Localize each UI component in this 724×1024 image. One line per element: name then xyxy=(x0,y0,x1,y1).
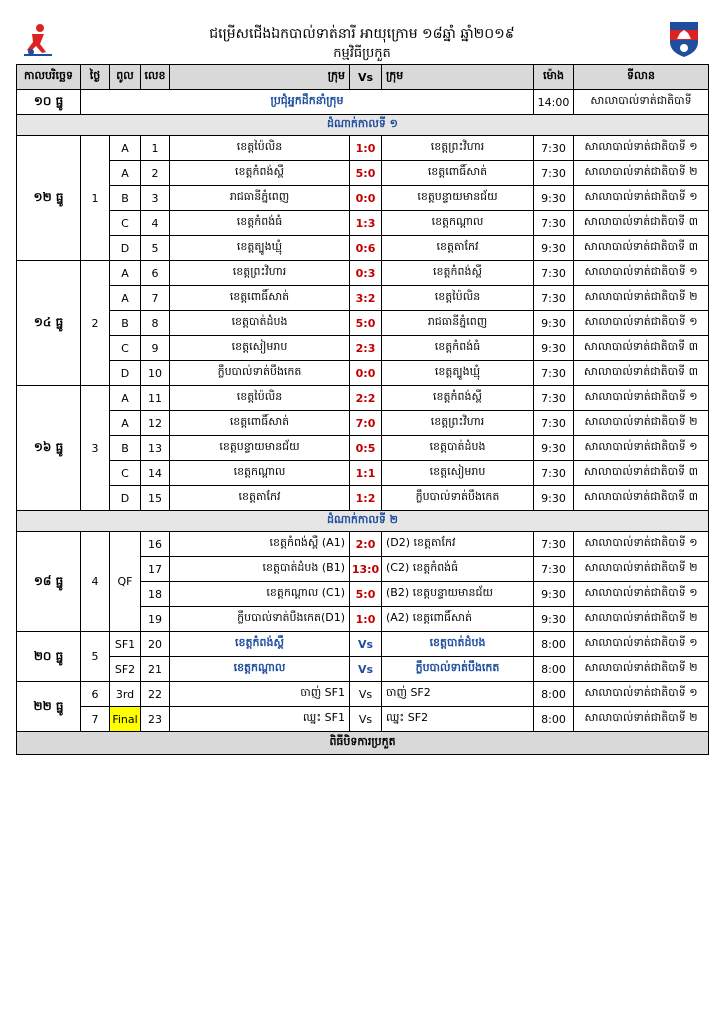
home-team: ខេត្តកំពង់ស្ពឺ xyxy=(170,161,350,186)
match-venue: សាលាបាល់ទាត់ជាតិបាទី ២ xyxy=(574,286,709,311)
away-team: ខេត្តបាត់ដំបង xyxy=(382,436,534,461)
match-score: 2:0 xyxy=(350,532,382,557)
match-score: 5:0 xyxy=(350,582,382,607)
document-title: ជម្រើសជើងឯកបាល់ទាត់នារី អាយុក្រោម ១៨ឆ្នាំ ឆ្នាំ២០១៩ xyxy=(209,26,515,42)
home-team: ខេត្តសៀមរាប xyxy=(170,336,350,361)
home-team: ក្លឹបបាល់ទាត់បឹងកេត xyxy=(170,361,350,386)
match-pool: A xyxy=(110,286,141,311)
match-time: 7:30 xyxy=(534,211,574,236)
match-venue: សាលាបាល់ទាត់ជាតិបាទី ១ xyxy=(574,311,709,336)
match-number: 21 xyxy=(141,657,170,682)
match-number: 10 xyxy=(141,361,170,386)
match-vs: Vs xyxy=(350,632,382,657)
meeting-date: ១០ ធ្នូ xyxy=(17,90,81,115)
col-venue: ទីលាន xyxy=(574,65,709,90)
final-match-row xyxy=(17,682,709,707)
header-row xyxy=(17,65,709,90)
sf-match-row xyxy=(17,657,709,682)
col-pool: ពូល xyxy=(110,65,141,90)
match-number: 14 xyxy=(141,461,170,486)
match-score: 3:2 xyxy=(350,286,382,311)
away-team: ខេត្តព្រះវិហារ xyxy=(382,136,534,161)
match-pool: 3rd xyxy=(110,682,141,707)
away-team: ខេត្តប៉ៃលិន xyxy=(382,286,534,311)
document-subtitle: កម្មវិធីប្រកួត xyxy=(333,46,391,61)
match-pool: Final xyxy=(110,707,141,732)
match-day: 3 xyxy=(81,386,110,511)
match-row xyxy=(17,261,709,286)
match-time: 9:30 xyxy=(534,582,574,607)
match-number: 11 xyxy=(141,386,170,411)
home-team: ខេត្តតាកែវ xyxy=(170,486,350,511)
stage-2-label: ដំណាក់កាលទី ២ xyxy=(17,511,709,532)
match-time: 7:30 xyxy=(534,286,574,311)
home-team: ខេត្តប៉ៃលិន xyxy=(170,136,350,161)
match-number: 23 xyxy=(141,707,170,732)
match-pool: A xyxy=(110,161,141,186)
match-day: 1 xyxy=(81,136,110,261)
match-date: ១២ ធ្នូ xyxy=(17,136,81,261)
match-pool: A xyxy=(110,386,141,411)
match-venue: សាលាបាល់ទាត់ជាតិបាទី ១ xyxy=(574,261,709,286)
final-match-row xyxy=(17,707,709,732)
away-team: ឈ្នះ SF2 xyxy=(382,707,534,732)
match-time: 7:30 xyxy=(534,136,574,161)
away-team: ខេត្តបាត់ដំបង xyxy=(382,632,534,657)
home-team: ខេត្តពោធិ៍សាត់ xyxy=(170,286,350,311)
home-team: ខេត្តបាត់ដំបង (B1) xyxy=(170,557,350,582)
match-time: 9:30 xyxy=(534,186,574,211)
away-team: ក្លឹបបាល់ទាត់បឹងកេត xyxy=(382,486,534,511)
match-time: 9:30 xyxy=(534,336,574,361)
match-score: 0:0 xyxy=(350,186,382,211)
match-row xyxy=(17,336,709,361)
home-team: ខេត្តបន្ទាយមានជ័យ xyxy=(170,436,350,461)
match-time: 7:30 xyxy=(534,461,574,486)
match-number: 4 xyxy=(141,211,170,236)
match-day: 2 xyxy=(81,261,110,386)
home-team: ខេត្តត្បូងឃ្មុំ xyxy=(170,236,350,261)
match-time: 7:30 xyxy=(534,532,574,557)
match-score: 1:2 xyxy=(350,486,382,511)
stage-1-row xyxy=(17,115,709,136)
match-time: 7:30 xyxy=(534,557,574,582)
match-venue: សាលាបាល់ទាត់ជាតិបាទី ៣ xyxy=(574,361,709,386)
col-team-away: ក្រុម xyxy=(382,65,534,90)
match-date: ២២ ធ្នូ xyxy=(17,682,81,732)
match-score: 0:6 xyxy=(350,236,382,261)
match-row xyxy=(17,436,709,461)
meeting-time: 14:00 xyxy=(534,90,574,115)
match-time: 7:30 xyxy=(534,261,574,286)
match-score: 1:3 xyxy=(350,211,382,236)
away-team: ខេត្តត្បូងឃ្មុំ xyxy=(382,361,534,386)
match-number: 3 xyxy=(141,186,170,211)
match-score: 1:0 xyxy=(350,136,382,161)
away-team: ខេត្តពោធិ៍សាត់ xyxy=(382,161,534,186)
match-venue: សាលាបាល់ទាត់ជាតិបាទី ១ xyxy=(574,632,709,657)
match-number: 13 xyxy=(141,436,170,461)
col-date: កាលបរិច្ឆេទ xyxy=(17,65,81,90)
match-row xyxy=(17,461,709,486)
match-row xyxy=(17,411,709,436)
away-team: ខេត្តសៀមរាប xyxy=(382,461,534,486)
meeting-venue: សាលាបាល់ទាត់ជាតិបាទី xyxy=(574,90,709,115)
match-date: ១៦ ធ្នូ xyxy=(17,386,81,511)
match-row xyxy=(17,361,709,386)
match-time: 8:00 xyxy=(534,707,574,732)
match-time: 9:30 xyxy=(534,436,574,461)
stage-2-row xyxy=(17,511,709,532)
away-team: ខេត្តកណ្ដាល xyxy=(382,211,534,236)
col-time: ម៉ោង xyxy=(534,65,574,90)
match-number: 5 xyxy=(141,236,170,261)
match-row xyxy=(17,386,709,411)
match-score: 7:0 xyxy=(350,411,382,436)
away-team: (C2) ខេត្តកំពង់ធំ xyxy=(382,557,534,582)
match-pool: A xyxy=(110,261,141,286)
match-number: 15 xyxy=(141,486,170,511)
match-time: 8:00 xyxy=(534,682,574,707)
match-score: 13:0 xyxy=(350,557,382,582)
match-venue: សាលាបាល់ទាត់ជាតិបាទី ២ xyxy=(574,411,709,436)
match-score: 0:0 xyxy=(350,361,382,386)
match-row xyxy=(17,311,709,336)
home-team: ខេត្តកំពង់ធំ xyxy=(170,211,350,236)
match-number: 9 xyxy=(141,336,170,361)
match-time: 7:30 xyxy=(534,386,574,411)
match-score: 5:0 xyxy=(350,311,382,336)
match-number: 17 xyxy=(141,557,170,582)
match-venue: សាលាបាល់ទាត់ជាតិបាទី ២ xyxy=(574,657,709,682)
match-time: 9:30 xyxy=(534,311,574,336)
match-date: ១៤ ធ្នូ xyxy=(17,261,81,386)
match-time: 9:30 xyxy=(534,236,574,261)
match-venue: សាលាបាល់ទាត់ជាតិបាទី ៣ xyxy=(574,211,709,236)
match-venue: សាលាបាល់ទាត់ជាតិបាទី ៣ xyxy=(574,486,709,511)
match-venue: សាលាបាល់ទាត់ជាតិបាទី ១ xyxy=(574,532,709,557)
match-pool: D xyxy=(110,486,141,511)
away-team: ខេត្តបន្ទាយមានជ័យ xyxy=(382,186,534,211)
match-time: 8:00 xyxy=(534,657,574,682)
match-day: 5 xyxy=(81,632,110,682)
match-time: 7:30 xyxy=(534,361,574,386)
match-score: 0:3 xyxy=(350,261,382,286)
match-number: 8 xyxy=(141,311,170,336)
col-no: លេខ xyxy=(141,65,170,90)
away-team: (A2) ខេត្តពោធិ៍សាត់ xyxy=(382,607,534,632)
closing-row xyxy=(17,732,709,755)
meeting-label: ប្រជុំអ្នកដឹកនាំក្រុម xyxy=(81,90,534,115)
qf-match-row xyxy=(17,532,709,557)
match-pool: SF2 xyxy=(110,657,141,682)
away-team: (B2) ខេត្តបន្ទាយមានជ័យ xyxy=(382,582,534,607)
match-row xyxy=(17,286,709,311)
match-pool: SF1 xyxy=(110,632,141,657)
home-team: ខេត្តកំពង់ស្ពឺ xyxy=(170,632,350,657)
match-pool: QF xyxy=(110,532,141,632)
match-row xyxy=(17,136,709,161)
home-team: ខេត្តព្រះវិហារ xyxy=(170,261,350,286)
match-number: 19 xyxy=(141,607,170,632)
match-number: 22 xyxy=(141,682,170,707)
away-team: ខេត្តព្រះវិហារ xyxy=(382,411,534,436)
match-time: 8:00 xyxy=(534,632,574,657)
match-row xyxy=(17,236,709,261)
match-row xyxy=(17,211,709,236)
match-number: 1 xyxy=(141,136,170,161)
match-venue: សាលាបាល់ទាត់ជាតិបាទី ២ xyxy=(574,557,709,582)
match-score: 5:0 xyxy=(350,161,382,186)
match-vs: Vs xyxy=(350,657,382,682)
match-number: 18 xyxy=(141,582,170,607)
match-number: 2 xyxy=(141,161,170,186)
away-team: ក្លឹបបាល់ទាត់បឹងកេត xyxy=(382,657,534,682)
match-score: 0:5 xyxy=(350,436,382,461)
match-date: ២០ ធ្នូ xyxy=(17,632,81,682)
match-pool: C xyxy=(110,211,141,236)
match-venue: សាលាបាល់ទាត់ជាតិបាទី ៣ xyxy=(574,461,709,486)
match-day: 7 xyxy=(81,707,110,732)
home-team: ក្លឹបបាល់ទាត់បឹងកេត(D1) xyxy=(170,607,350,632)
away-team: ខេត្តកំពង់ស្ពឺ xyxy=(382,261,534,286)
match-pool: C xyxy=(110,336,141,361)
match-venue: សាលាបាល់ទាត់ជាតិបាទី ១ xyxy=(574,136,709,161)
home-team: ឈ្នះ SF1 xyxy=(170,707,350,732)
away-team: ខេត្តកំពង់ធំ xyxy=(382,336,534,361)
match-vs: Vs xyxy=(350,707,382,732)
col-vs: Vs xyxy=(350,65,382,90)
schedule-table xyxy=(16,64,709,755)
away-team: ខេត្តតាកែវ xyxy=(382,236,534,261)
match-venue: សាលាបាល់ទាត់ជាតិបាទី ១ xyxy=(574,436,709,461)
match-pool: B xyxy=(110,186,141,211)
match-number: 6 xyxy=(141,261,170,286)
col-team-home: ក្រុម xyxy=(170,65,350,90)
home-team: ខេត្តកណ្ដាល xyxy=(170,657,350,682)
match-score: 1:0 xyxy=(350,607,382,632)
match-venue: សាលាបាល់ទាត់ជាតិបាទី ២ xyxy=(574,161,709,186)
match-day: 4 xyxy=(81,532,110,632)
match-venue: សាលាបាល់ទាត់ជាតិបាទី ២ xyxy=(574,707,709,732)
match-number: 16 xyxy=(141,532,170,557)
home-team: ខេត្តកណ្ដាល (C1) xyxy=(170,582,350,607)
match-venue: សាលាបាល់ទាត់ជាតិបាទី ១ xyxy=(574,682,709,707)
match-venue: សាលាបាល់ទាត់ជាតិបាទី ៣ xyxy=(574,236,709,261)
match-score: 2:3 xyxy=(350,336,382,361)
match-date: ១៨ ធ្នូ xyxy=(17,532,81,632)
match-number: 7 xyxy=(141,286,170,311)
home-team: ខេត្តកណ្ដាល xyxy=(170,461,350,486)
match-pool: A xyxy=(110,136,141,161)
match-pool: D xyxy=(110,361,141,386)
match-pool: B xyxy=(110,311,141,336)
away-team: ខេត្តកំពង់ស្ពឺ xyxy=(382,386,534,411)
match-venue: សាលាបាល់ទាត់ជាតិបាទី ៣ xyxy=(574,336,709,361)
match-time: 7:30 xyxy=(534,161,574,186)
home-team: ខេត្តកំពង់ស្ពឺ (A1) xyxy=(170,532,350,557)
match-score: 2:2 xyxy=(350,386,382,411)
match-venue: សាលាបាល់ទាត់ជាតិបាទី ១ xyxy=(574,186,709,211)
meeting-row xyxy=(17,90,709,115)
away-team: រាជធានីភ្នំពេញ xyxy=(382,311,534,336)
match-venue: សាលាបាល់ទាត់ជាតិបាទី ១ xyxy=(574,386,709,411)
home-team: ខេត្តបាត់ដំបង xyxy=(170,311,350,336)
match-day: 6 xyxy=(81,682,110,707)
match-time: 7:30 xyxy=(534,411,574,436)
match-score: 1:1 xyxy=(350,461,382,486)
match-time: 9:30 xyxy=(534,607,574,632)
home-team: រាជធានីភ្នំពេញ xyxy=(170,186,350,211)
away-team: (D2) ខេត្តតាកែវ xyxy=(382,532,534,557)
match-row xyxy=(17,161,709,186)
closing-label: ពិធីបិទការប្រកួត xyxy=(17,732,709,755)
match-number: 20 xyxy=(141,632,170,657)
home-team: ខេត្តប៉ៃលិន xyxy=(170,386,350,411)
match-row xyxy=(17,186,709,211)
col-day: ថ្ងៃ xyxy=(81,65,110,90)
match-vs: Vs xyxy=(350,682,382,707)
match-row xyxy=(17,486,709,511)
match-pool: C xyxy=(110,461,141,486)
away-team: ចាញ់ SF2 xyxy=(382,682,534,707)
match-number: 12 xyxy=(141,411,170,436)
match-venue: សាលាបាល់ទាត់ជាតិបាទី ២ xyxy=(574,607,709,632)
match-time: 9:30 xyxy=(534,486,574,511)
home-team: ចាញ់ SF1 xyxy=(170,682,350,707)
match-pool: A xyxy=(110,411,141,436)
match-pool: D xyxy=(110,236,141,261)
match-pool: B xyxy=(110,436,141,461)
home-team: ខេត្តពោធិ៍សាត់ xyxy=(170,411,350,436)
sf-match-row xyxy=(17,632,709,657)
stage-1-label: ដំណាក់កាលទី ១ xyxy=(17,115,709,136)
match-venue: សាលាបាល់ទាត់ជាតិបាទី ១ xyxy=(574,582,709,607)
